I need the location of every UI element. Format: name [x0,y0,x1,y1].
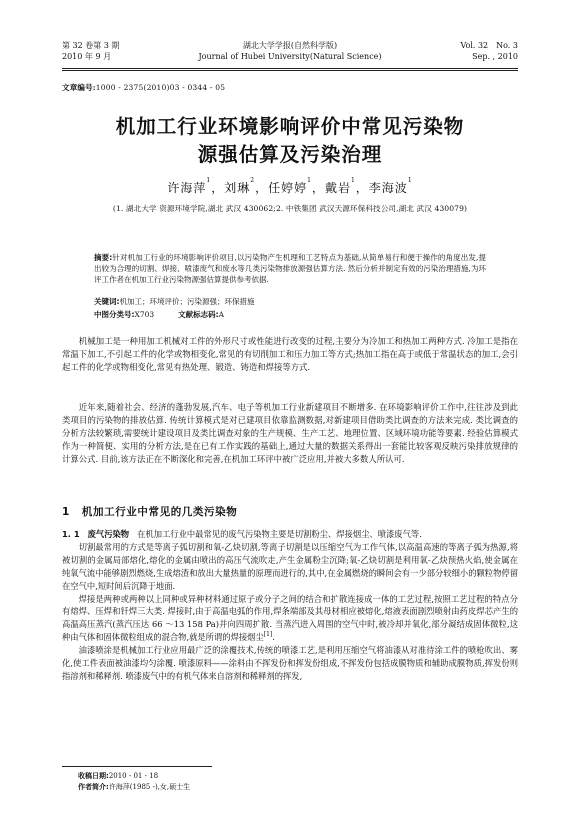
classification [94,309,486,320]
clc-label: 中图分类号: [94,310,135,319]
keywords-text: 机加工；环境评价；污染源强；环保措施 [119,297,255,306]
section-body [62,528,518,683]
author-5: 李海波 [368,181,408,195]
author-2-affil: 2 [250,177,256,184]
author-list [62,179,518,196]
doc-code-value: A [218,310,225,319]
welding-paragraph-end: . [272,632,275,643]
author-sep: ， [355,181,369,195]
abstract [94,252,486,286]
keywords-label: 关键词: [94,297,120,306]
author-3-affil: 1 [307,177,312,184]
painting-paragraph: 油漆喷涂是机械加工行业应用最广泛的涂覆技术,传统的喷漆工艺,是利用压缩空气将油漆从对准待涂工件的喷枪吹出、雾化,使工件表面被油漆均匀涂覆. 喷漆原料——涂料由不挥发份和挥发份组成,不挥发份包括成膜物质和辅助成膜物质,挥发份则指溶剂和稀释剂. 喷漆废气中的有机气体来自溶剂和稀释剂的挥发, [62,645,518,681]
paper-title [62,113,518,169]
footnote-author-value: 许海萍(1985 -),女,硕士生 [108,783,191,791]
affiliations: (1. 湖北大学 资源环境学院,湖北 武汉 430062;2. 中铁集团 武汉天源环保科技公司,湖北 武汉 430079) [112,204,468,213]
article-number [62,82,225,93]
running-header [62,40,518,66]
header-rule-thick [62,68,518,69]
author-sep: ， [311,181,325,195]
footnote-author [78,782,190,792]
section-number: 1 [62,506,70,518]
footnote-received-value: 2010 - 01 - 18 [108,772,159,780]
intro-paragraph-2 [62,401,518,466]
paper-title-line1: 机加工行业环境影响评价中常见污染物 [115,115,465,138]
header-journal-cn: 湖北大学学报(自然科学版) [242,41,338,50]
cutting-paragraph: 切割最常用的方式是等离子弧切割和氧-乙炔切割,等离子切割是以压缩空气为工作气体,以高温高速的等离子弧为热源,将被切割的金属局部熔化,熔化的金属由喷出的高压气流吹走,产生金属粉尘沉降;氧-乙炔切割是利用氧-乙炔预热火焰,使金属在纯氧气流中能够剧烈燃烧,生成熔渣和放出大量热量的原理而进行的,其中,在金属燃烧的瞬间会有一少部分较细小的颗粒物停留在空气中,短时间后沉降于地面. [62,541,518,591]
author-2: 刘琳 [224,181,251,195]
header-volume-en: Vol. 32 No. 3 [460,41,518,50]
footnote-received-label: 收稿日期: [78,772,109,780]
header-date-cn: 2010 年 9 月 [62,52,112,61]
author-sep: ， [255,181,269,195]
author-5-affil: 1 [407,177,413,184]
abstract-text: 针对机加工行业的环境影响评价项目,以污染物产生机理和工艺特点为基础,从简单易行和便于操作的角度出发,提出较为合理的切割、焊接、喷漆废气和废水等几类污染物排放源强估算方法. 然后分析并制定有效的污染治理措施,为环评工作者在机加工行业污染物源强估算提供参考依据. [94,253,487,285]
footnote-rule [62,766,212,767]
author-1: 许海萍 [167,181,207,195]
author-3: 任婷婷 [268,181,308,195]
section-title: 机加工行业中常见的几类污染物 [81,506,238,518]
intro-paragraph-2-text: 近年来,随着社会、经济的蓬勃发展,汽车、电子等机加工行业新建项目不断增多. 在环境影响评价工作中,往往涉及到此类项目的污染物的排放估算. 传统计算模式是对已建项目依靠监测数据,对新建项目借助类比调查的方法来完成. 类比调查的分析方法较繁琐,需要统计建设项目及类比调查对象的生产规模、生产工艺、地理位置、区域环境功能等要素. 经验估算模式作为一种简便、实用的分析方法,是在已有工作实践的基础上,通过大量的数据关系得出一套能比较客观反映污染排放规律的计算公式. 目前,该方法正在不断深化和完善,在机加工环评中被广泛应用,并被大多数人所认可. [62,402,518,464]
section-heading [62,504,237,519]
citation-ref: [1] [263,631,273,639]
welding-paragraph-text: 焊接是两种或两种以上同种或异种材料通过原子或分子之间的结合和扩散连接成一体的工艺过程,按照工艺过程的特点分有熔焊、压焊和钎焊三大类. 焊接时,由于高温电弧的作用,焊条端部及其母材相应被熔化,熔液表面剧烈喷射由药皮焊芯产生的高温高压蒸汽(蒸汽压达 66 ～13 158 Pa)并向四周扩散. 当蒸汽进入周围的空气中时,被冷却并氧化,部分凝结成固体微粒,这种由气体和固体微粒组成的混合物,就是所谓的焊接烟尘 [62,593,518,643]
header-center [62,40,518,62]
footnote-author-label: 作者简介: [78,783,109,791]
article-number-value: 1000 - 2375(2010)03 - 0344 - 05 [95,83,226,92]
subsection-heading [62,528,518,541]
keywords [94,296,486,307]
header-volume-cn: 第 32 卷第 3 期 [62,41,120,50]
author-4-affil: 1 [350,177,356,184]
header-right [460,40,518,62]
welding-paragraph [62,593,518,645]
footnote-received [78,771,158,781]
subsection-lead: 在机加工行业中最常见的废气污染物主要是切割粉尘、焊接烟尘、喷漆废气等. [137,529,422,539]
paper-title-line2: 源强估算及污染治理 [197,143,383,166]
header-journal-en: Journal of Hubei University(Natural Science) [198,52,382,61]
abstract-label: 摘要: [94,253,113,262]
doc-code-label: 文献标志码: [178,310,219,319]
header-date-en: Sep. , 2010 [472,52,518,61]
author-4: 戴岩 [324,181,351,195]
intro-paragraph-1-text: 机械加工是一种用加工机械对工件的外形尺寸或性能进行改变的过程,主要分为冷加工和热加工两种方式. 冷加工是指在常温下加工,不引起工件的化学或物相变化,常见的有切削加工和压力加工等方式;热加工指在高于或低于常温状态的加工,会引起工件的化学或物相变化,常见有热处理、锻造、铸造和焊接等方式. [62,336,518,372]
subsection-number: 1. 1 [62,529,80,539]
intro-paragraph-1 [62,335,518,374]
author-sep: ， [211,181,225,195]
clc-value: X703 [134,310,155,319]
author-1-affil: 1 [206,177,212,184]
article-number-label: 文章编号: [62,83,96,92]
subsection-title: 废气污染物 [87,529,130,539]
header-rule-thin [62,70,518,71]
